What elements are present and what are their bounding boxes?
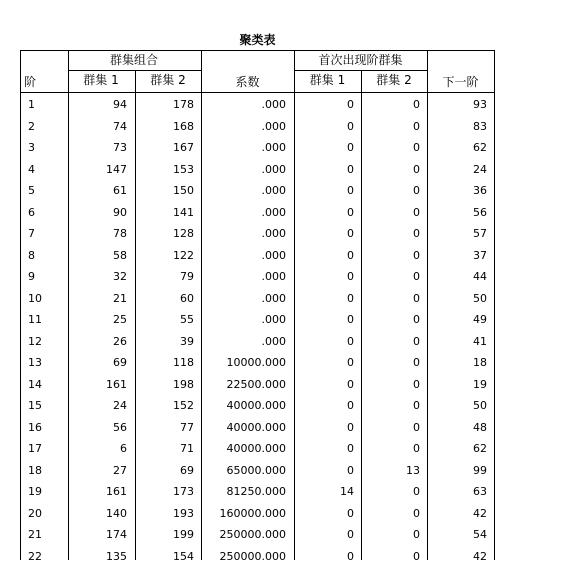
- cluster2-cell: 60: [180, 291, 194, 307]
- table-top-border: [20, 50, 495, 51]
- header-next-stage: 下一阶: [427, 74, 494, 90]
- first-cluster1-cell: 0: [347, 312, 354, 328]
- next-stage-cell: 50: [473, 291, 487, 307]
- cluster1-cell: 73: [113, 140, 127, 156]
- first-cluster1-cell: 0: [347, 226, 354, 242]
- next-stage-cell: 36: [473, 183, 487, 199]
- stage-cell: 19: [28, 484, 42, 500]
- first-cluster2-cell: 0: [413, 119, 420, 135]
- stage-cell: 9: [28, 269, 35, 285]
- stage-cell: 15: [28, 398, 42, 414]
- next-stage-cell: 56: [473, 205, 487, 221]
- stage-cell: 13: [28, 355, 42, 371]
- header-first-cluster1: 群集 1: [294, 72, 361, 88]
- table-row: [20, 460, 494, 482]
- coefficient-cell: 40000.000: [227, 420, 287, 436]
- coefficient-cell: .000: [262, 291, 287, 307]
- next-stage-cell: 41: [473, 334, 487, 350]
- first-cluster1-cell: 0: [347, 377, 354, 393]
- table-row: [20, 417, 494, 439]
- first-cluster1-cell: 0: [347, 334, 354, 350]
- first-cluster2-cell: 0: [413, 355, 420, 371]
- table-row: [20, 331, 494, 353]
- table-row: [20, 137, 494, 159]
- first-cluster2-cell: 0: [413, 140, 420, 156]
- table-row: [20, 94, 494, 116]
- table-row: [20, 546, 494, 567]
- first-cluster1-cell: 0: [347, 162, 354, 178]
- stage-cell: 16: [28, 420, 42, 436]
- coefficient-cell: .000: [262, 183, 287, 199]
- header-combined-group: 群集组合: [68, 52, 200, 68]
- first-cluster1-cell: 0: [347, 420, 354, 436]
- header-first-appear-group: 首次出现阶群集: [294, 52, 427, 68]
- coefficient-cell: 160000.000: [220, 506, 286, 522]
- table-row: [20, 245, 494, 267]
- cluster2-cell: 77: [180, 420, 194, 436]
- first-cluster2-cell: 0: [413, 269, 420, 285]
- coefficient-cell: .000: [262, 248, 287, 264]
- coefficient-cell: 250000.000: [220, 527, 286, 543]
- coefficient-cell: 250000.000: [220, 549, 286, 565]
- column-border: [494, 50, 495, 560]
- first-cluster2-cell: 0: [413, 441, 420, 457]
- cluster1-cell: 61: [113, 183, 127, 199]
- first-cluster1-cell: 0: [347, 248, 354, 264]
- coefficient-cell: 10000.000: [227, 355, 287, 371]
- first-cluster1-cell: 0: [347, 463, 354, 479]
- table-row: [20, 309, 494, 331]
- coefficient-cell: .000: [262, 119, 287, 135]
- next-stage-cell: 83: [473, 119, 487, 135]
- cluster1-cell: 135: [106, 549, 127, 565]
- coefficient-cell: 81250.000: [227, 484, 287, 500]
- first-cluster2-cell: 0: [413, 377, 420, 393]
- header-stage: 阶: [24, 74, 64, 90]
- first-cluster1-cell: 0: [347, 183, 354, 199]
- table-row: [20, 116, 494, 138]
- cluster1-cell: 21: [113, 291, 127, 307]
- next-stage-cell: 44: [473, 269, 487, 285]
- cluster1-cell: 26: [113, 334, 127, 350]
- cluster2-cell: 199: [173, 527, 194, 543]
- next-stage-cell: 93: [473, 97, 487, 113]
- cluster1-cell: 147: [106, 162, 127, 178]
- coefficient-cell: 40000.000: [227, 441, 287, 457]
- cluster2-cell: 178: [173, 97, 194, 113]
- cluster2-cell: 39: [180, 334, 194, 350]
- cluster1-cell: 94: [113, 97, 127, 113]
- stage-cell: 20: [28, 506, 42, 522]
- cluster2-cell: 173: [173, 484, 194, 500]
- first-cluster2-cell: 0: [413, 162, 420, 178]
- cluster1-cell: 90: [113, 205, 127, 221]
- first-cluster2-cell: 0: [413, 484, 420, 500]
- cluster1-cell: 161: [106, 377, 127, 393]
- stage-cell: 11: [28, 312, 42, 328]
- table-row: [20, 159, 494, 181]
- cluster2-cell: 118: [173, 355, 194, 371]
- first-cluster2-cell: 0: [413, 549, 420, 565]
- first-cluster1-cell: 0: [347, 441, 354, 457]
- first-cluster1-cell: 0: [347, 398, 354, 414]
- clipped-heading: [30, 0, 190, 4]
- stage-cell: 17: [28, 441, 42, 457]
- coefficient-cell: .000: [262, 226, 287, 242]
- cluster1-cell: 161: [106, 484, 127, 500]
- first-cluster2-cell: 0: [413, 291, 420, 307]
- cluster1-cell: 25: [113, 312, 127, 328]
- stage-cell: 7: [28, 226, 35, 242]
- coefficient-cell: 40000.000: [227, 398, 287, 414]
- table-row: [20, 481, 494, 503]
- next-stage-cell: 62: [473, 441, 487, 457]
- first-cluster2-cell: 0: [413, 506, 420, 522]
- cluster2-cell: 198: [173, 377, 194, 393]
- first-cluster1-cell: 0: [347, 269, 354, 285]
- table-row: [20, 288, 494, 310]
- next-stage-cell: 42: [473, 506, 487, 522]
- table-row: [20, 503, 494, 525]
- cluster1-cell: 140: [106, 506, 127, 522]
- table-caption: 聚类表: [0, 31, 515, 48]
- next-stage-cell: 37: [473, 248, 487, 264]
- table-row: [20, 180, 494, 202]
- table-row: [20, 438, 494, 460]
- first-cluster1-cell: 0: [347, 506, 354, 522]
- cluster2-cell: 193: [173, 506, 194, 522]
- next-stage-cell: 18: [473, 355, 487, 371]
- cluster2-cell: 150: [173, 183, 194, 199]
- first-cluster2-cell: 13: [406, 463, 420, 479]
- first-cluster1-cell: 0: [347, 205, 354, 221]
- coefficient-cell: .000: [262, 269, 287, 285]
- cluster2-cell: 154: [173, 549, 194, 565]
- cluster2-cell: 141: [173, 205, 194, 221]
- next-stage-cell: 42: [473, 549, 487, 565]
- cluster1-cell: 56: [113, 420, 127, 436]
- coefficient-cell: .000: [262, 334, 287, 350]
- first-cluster1-cell: 0: [347, 549, 354, 565]
- first-cluster1-cell: 0: [347, 527, 354, 543]
- stage-cell: 8: [28, 248, 35, 264]
- cluster1-cell: 27: [113, 463, 127, 479]
- first-cluster2-cell: 0: [413, 226, 420, 242]
- table-row: [20, 524, 494, 546]
- cluster2-cell: 153: [173, 162, 194, 178]
- coefficient-cell: .000: [262, 312, 287, 328]
- stage-cell: 2: [28, 119, 35, 135]
- header-coefficient: 系数: [201, 74, 294, 90]
- first-cluster2-cell: 0: [413, 398, 420, 414]
- cluster2-cell: 69: [180, 463, 194, 479]
- cluster1-cell: 32: [113, 269, 127, 285]
- cluster1-cell: 174: [106, 527, 127, 543]
- coefficient-cell: .000: [262, 140, 287, 156]
- first-cluster1-cell: 14: [340, 484, 354, 500]
- first-cluster2-cell: 0: [413, 248, 420, 264]
- first-cluster1-cell: 0: [347, 355, 354, 371]
- next-stage-cell: 49: [473, 312, 487, 328]
- first-cluster2-cell: 0: [413, 312, 420, 328]
- first-cluster1-cell: 0: [347, 119, 354, 135]
- first-cluster1-cell: 0: [347, 291, 354, 307]
- stage-cell: 4: [28, 162, 35, 178]
- next-stage-cell: 19: [473, 377, 487, 393]
- cluster1-cell: 58: [113, 248, 127, 264]
- cluster2-cell: 167: [173, 140, 194, 156]
- stage-cell: 10: [28, 291, 42, 307]
- first-cluster2-cell: 0: [413, 420, 420, 436]
- cluster2-cell: 128: [173, 226, 194, 242]
- coefficient-cell: .000: [262, 97, 287, 113]
- header-cluster2: 群集 2: [135, 72, 201, 88]
- table-row: [20, 223, 494, 245]
- first-cluster2-cell: 0: [413, 97, 420, 113]
- next-stage-cell: 57: [473, 226, 487, 242]
- cluster1-cell: 78: [113, 226, 127, 242]
- stage-cell: 22: [28, 549, 42, 565]
- table-row: [20, 266, 494, 288]
- first-cluster1-cell: 0: [347, 97, 354, 113]
- first-cluster2-cell: 0: [413, 183, 420, 199]
- cluster1-cell: 24: [113, 398, 127, 414]
- next-stage-cell: 62: [473, 140, 487, 156]
- next-stage-cell: 48: [473, 420, 487, 436]
- header-bottom-border: [20, 92, 495, 93]
- table-row: [20, 395, 494, 417]
- table-row: [20, 352, 494, 374]
- header-first-cluster2: 群集 2: [361, 72, 427, 88]
- next-stage-cell: 99: [473, 463, 487, 479]
- coefficient-cell: 65000.000: [227, 463, 287, 479]
- cluster2-cell: 55: [180, 312, 194, 328]
- cluster2-cell: 168: [173, 119, 194, 135]
- stage-cell: 18: [28, 463, 42, 479]
- cluster2-cell: 152: [173, 398, 194, 414]
- stage-cell: 3: [28, 140, 35, 156]
- stage-cell: 1: [28, 97, 35, 113]
- coefficient-cell: .000: [262, 205, 287, 221]
- next-stage-cell: 50: [473, 398, 487, 414]
- cluster2-cell: 71: [180, 441, 194, 457]
- first-cluster1-cell: 0: [347, 140, 354, 156]
- next-stage-cell: 24: [473, 162, 487, 178]
- first-cluster2-cell: 0: [413, 205, 420, 221]
- stage-cell: 14: [28, 377, 42, 393]
- cluster1-cell: 6: [120, 441, 127, 457]
- table-row: [20, 202, 494, 224]
- first-cluster2-cell: 0: [413, 334, 420, 350]
- cluster1-cell: 74: [113, 119, 127, 135]
- next-stage-cell: 63: [473, 484, 487, 500]
- stage-cell: 21: [28, 527, 42, 543]
- stage-cell: 5: [28, 183, 35, 199]
- stage-cell: 12: [28, 334, 42, 350]
- first-cluster2-cell: 0: [413, 527, 420, 543]
- next-stage-cell: 54: [473, 527, 487, 543]
- coefficient-cell: 22500.000: [227, 377, 287, 393]
- header-cluster1: 群集 1: [68, 72, 134, 88]
- coefficient-cell: .000: [262, 162, 287, 178]
- cluster1-cell: 69: [113, 355, 127, 371]
- cluster2-cell: 122: [173, 248, 194, 264]
- cluster2-cell: 79: [180, 269, 194, 285]
- table-row: [20, 374, 494, 396]
- stage-cell: 6: [28, 205, 35, 221]
